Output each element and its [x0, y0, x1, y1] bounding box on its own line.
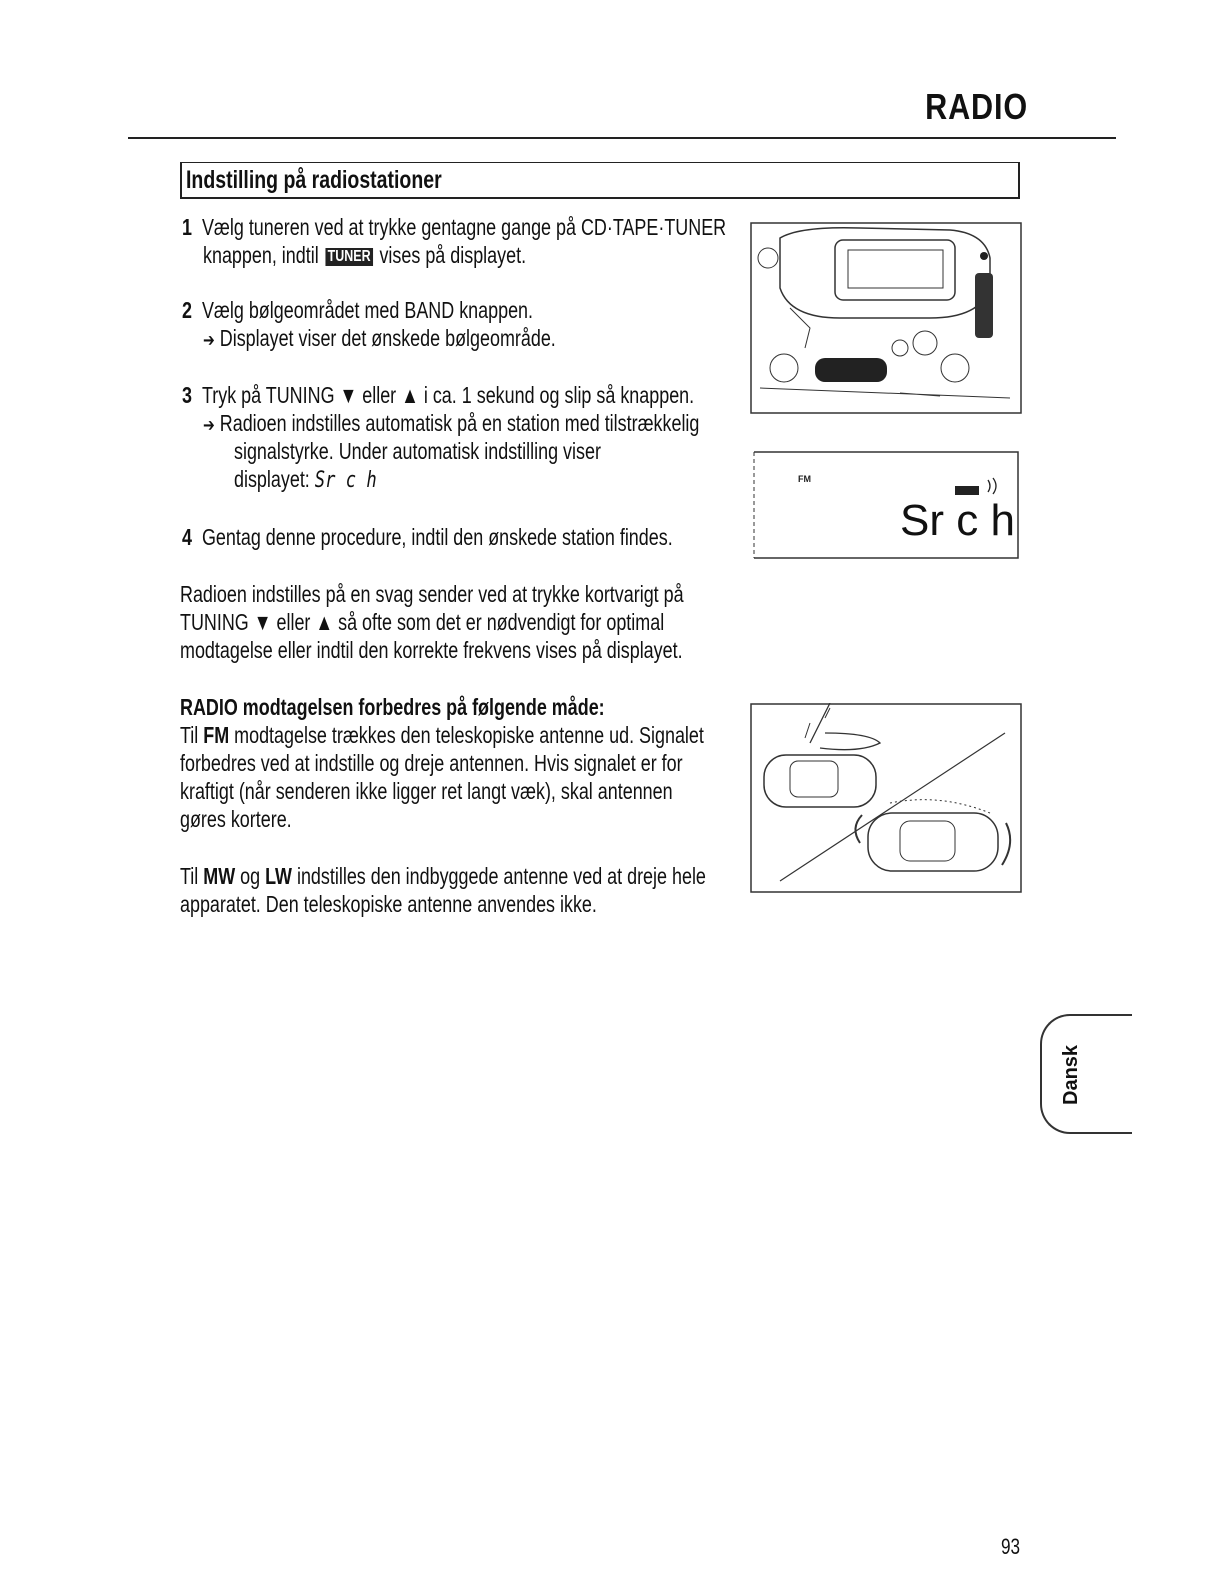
body-text: indstilles den indbyggede antenne ved at dreje hele	[296, 863, 706, 889]
step-number: 4	[182, 524, 192, 550]
step-3	[182, 381, 839, 409]
header-divider	[128, 137, 1116, 139]
language-tab	[1040, 1014, 1132, 1134]
step-3-result-line-3	[234, 465, 417, 495]
tuner-indicator-icon	[955, 486, 979, 495]
step-result-text: Displayet viser det ønskede bølgeområde.	[219, 325, 556, 351]
step-2	[182, 296, 632, 324]
section-title: Indstilling på radiostationer	[186, 166, 442, 194]
step-number: 3	[182, 382, 192, 408]
fm-paragraph-line: forbedres ved at indstille og dreje antennen. Hvis signalet er for	[180, 750, 683, 776]
lcd-readout: Sr c h	[314, 468, 377, 493]
paragraph-line: modtagelse eller indtil den korrekte frekvens vises på displayet.	[180, 637, 683, 663]
fm-paragraph-line: kraftigt (når senderen ikke ligger ret langt væk), skal antennen	[180, 778, 673, 804]
step-number: 2	[182, 297, 192, 323]
lcd-band-label: FM	[798, 474, 811, 484]
step-2-result	[203, 324, 655, 354]
arrow-right-icon: ➔	[203, 415, 215, 435]
body-text: Til	[180, 863, 199, 889]
step-text: Vælg bølgeområdet med BAND knappen.	[201, 297, 534, 323]
step-number: 1	[182, 214, 192, 240]
step-3-result-line-2: signalstyrke. Under automatisk indstilling viser	[234, 438, 601, 464]
antenna-illustration	[750, 703, 1022, 893]
step-text: vises på displayet.	[379, 242, 527, 268]
device-panel-illustration	[750, 218, 1022, 414]
band-label-lw: LW	[265, 863, 292, 889]
mw-lw-paragraph-line: apparatet. Den teleskopiske antenne anvendes ikke.	[180, 891, 597, 917]
step-3-result	[203, 409, 839, 439]
page-title: RADIO	[925, 86, 1028, 127]
lcd-readout-large: Sr c h	[900, 496, 1015, 545]
body-text: modtagelse trækkes den teleskopiske antenne ud. Signalet	[234, 722, 704, 748]
step-4	[182, 523, 811, 551]
page-number: 93	[1001, 1534, 1021, 1559]
body-text: Til	[180, 722, 199, 748]
band-label-mw: MW	[203, 863, 236, 889]
paragraph-line: Radioen indstilles på en svag sender ved at trykke kortvarigt på	[180, 581, 684, 607]
step-text: Gentag denne procedure, indtil den ønskede station findes.	[201, 524, 673, 550]
paragraph-line: TUNING ▼ eller ▲ så ofte som det er nødvendigt for optimal	[180, 609, 665, 635]
step-text: knappen, indtil	[203, 242, 319, 268]
arrow-right-icon: ➔	[203, 330, 215, 350]
reception-heading: RADIO modtagelsen forbedres på følgende måde:	[180, 694, 605, 720]
step-result-text: Radioen indstilles automatisk på en station med tilstrækkelig	[219, 410, 700, 436]
lcd-display-illustration	[750, 450, 1022, 560]
fm-paragraph-line: gøres kortere.	[180, 806, 292, 832]
body-text: og	[240, 863, 261, 889]
step-text: Tryk på TUNING ▼ eller ▲ i ca. 1 sekund og slip så knappen.	[201, 382, 695, 408]
tuner-indicator: TUNER	[325, 248, 373, 266]
step-1-line-2	[203, 241, 617, 269]
band-label-fm: FM	[203, 722, 230, 748]
language-tab-label: Dansk	[1060, 1044, 1082, 1105]
step-result-text: displayet:	[234, 466, 310, 492]
step-text: Vælg tuneren ved at trykke gentagne gange på CD·TAPE·TUNER	[201, 214, 727, 240]
